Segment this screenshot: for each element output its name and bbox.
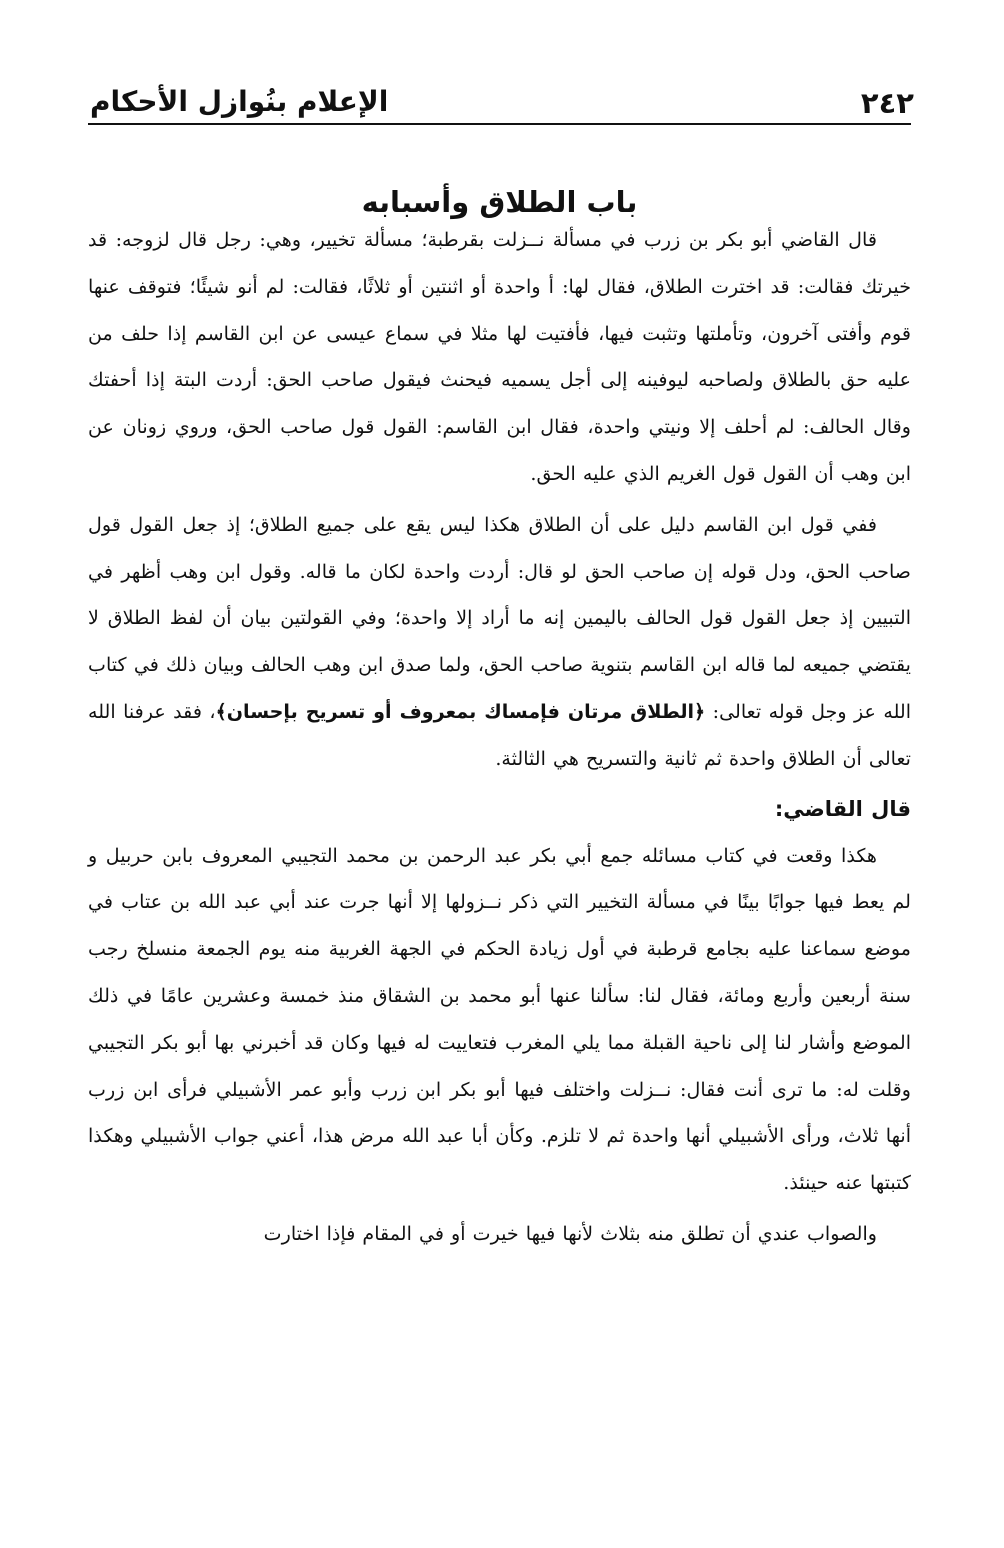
header-rule — [88, 123, 911, 125]
paragraph-final-opinion: والصواب عندي أن تطلق منه بثلاث لأنها فيها خيرت أو في المقام فإذا اختارت — [263, 1221, 877, 1245]
section-label-qadi: قال القاضي: — [774, 796, 911, 821]
paragraph-tajibi-account: هكذا وقعت في كتاب مسائله جمع أبي بكر عبد الرحمن بن محمد التجيبي المعروف بابن حربيل و لم يعط فيها جوابًا بينًا في مسألة التخيير التي ذكر نــزولها إلا أنها جرت عند أبي عبد الله بن عتاب في موضع سماعنا عليه بجامع قرطبة في أول زيادة الحكم في الجهة الغربية منه يوم الجمعة منسلخ رجب سنة أربعين وأربع ومائة، فقال لنا: سألنا عنها أبو محمد بن الشقاق منذ خمسة وعشرين عامًا في ذلك الموضع وأشار لنا إلى ناحية القبلة مما يلي المغرب فتعاييت له فيها وكان قد أخبرني بها أبو بكر التجيبي وقلت له: ما ترى أنت فقال: نــزلت واختلف فيها أبو بكر ابن زرب وأبو عمر الأشبيلي فرأى ابن زرب أنها ثلاث، ورأى الأشبيلي أنها واحدة ثم لا تلزم. وكأن أبا عبد الله مرض هذا، أعني جواب الأشبيلي وهكذا كتبتها عنه حينئذ. — [88, 843, 911, 1195]
paragraph-ibn-zarb-question: قال القاضي أبو بكر بن زرب في مسألة نــزلت بقرطبة؛ مسألة تخيير، وهي: رجل قال لزوجه: قد خيرتك فقالت: قد اخترت الطلاق، فقال لها: أ واحدة أو اثنتين أو ثلاثًا، فقالت: لم أنو شيئًا؛ فتوقف عنها قوم وأفتى آخرون، وتأملتها وتثبت فيها، فأفتيت لها مثلا في سماع عيسى عن ابن القاسم إذا حلف من عليه حق بالطلاق ولصاحبه ليوفينه إلى أجل يسميه فيحنث فيقول صاحب الحق: أردت البتة إذا أحفتك وقال الحالف: لم أحلف إلا ونيتي واحدة، فقال ابن القاسم: القول قول صاحب الحق، وروي زونان عن ابن وهب أن القول قول الغريم الذي عليه الحق. — [88, 228, 911, 485]
page-body — [88, 217, 911, 1262]
quran-verse: ﴿الطلاق مرتان فإمساك بمعروف أو تسريح بإحسان﴾ — [215, 699, 706, 723]
page-number: ٢٤٢ — [860, 86, 914, 120]
running-title: الإعلام بنُوازل الأحكام — [90, 85, 389, 118]
paragraph-ibn-al-qasim-analysis — [88, 502, 911, 783]
paragraph-analysis-ending: ، فقد عرفنا الله تعالى أن الطلاق واحدة ثم ثانية والتسريح هي الثالثة. — [88, 699, 911, 770]
paragraph-analysis-text: ففي قول ابن القاسم دليل على أن الطلاق هكذا ليس يقع على جميع الطلاق؛ إذ جعل القول قول صاحب الحق، ودل قوله إن صاحب الحق لو قال: أردت واحدة لكان ما قاله. وقول ابن وهب أظهر في التبيين إذ جعل القول قول الحالف باليمين إنه ما أراد إلا واحدة؛ وفي القولتين بيان أن لفظ الطلاق لا يقتضي جميعه لما قاله ابن القاسم بتنوية صاحب الحق، ولما صدق ابن وهب الحالف وبيان ذلك في كتاب الله عز وجل قوله تعالى: — [88, 512, 912, 723]
page-header — [90, 58, 914, 120]
chapter-title: باب الطلاق وأسبابه — [361, 185, 638, 220]
